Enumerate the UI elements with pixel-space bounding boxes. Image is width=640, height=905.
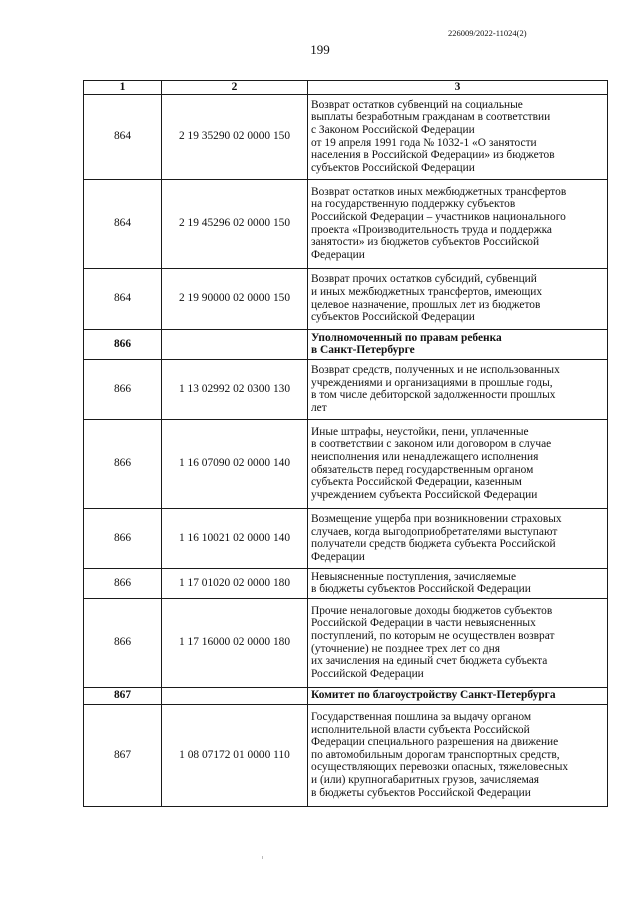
description-line: на государственную поддержку субъектов [311,198,516,211]
description-line: в бюджеты субъектов Российской Федерации [311,786,531,799]
description-line: Федерации [311,248,365,261]
column-header-3: 3 [308,81,608,95]
description-line: неисполнения или ненадлежащего исполнения [311,451,539,463]
description-line: Российской Федерации – участников национального [311,211,566,223]
revenue-code-cell: 1 16 10021 02 0000 140 [162,508,308,568]
description-line: по автомобильным дорогам транспортных средств, [311,748,560,761]
revenue-description-cell [308,359,608,419]
revenue-description-cell [308,329,608,359]
description-line: и (или) крупногабаритных грузов, зачисляемая [311,773,540,786]
table-row [84,419,608,508]
revenue-code-cell: 1 08 07172 01 0000 110 [162,704,308,806]
description-line: учреждением субъекта Российской Федерации [311,488,538,501]
description-line: Комитет по благоустройству Санкт-Петербурга [311,689,556,702]
description-line: Государственная пошлина за выдачу органом [311,711,532,724]
table-row [84,268,608,329]
description-line: в соответствии с законом или договором в случае [311,438,552,451]
admin-code-cell: 866 [84,359,162,419]
description-line: Российской Федерации [311,667,424,680]
admin-code-cell: 867 [84,704,162,806]
revenue-description-cell [308,598,608,687]
revenue-description-cell [308,419,608,508]
description-line: населения в Российской Федерации» из бюджетов [311,149,555,162]
description-line: Возврат средств, полученных и не использованных [311,363,560,376]
description-line: исполнительной власти субъекта Российской [311,723,530,736]
description-line: Возврат остатков иных межбюджетных трансфертов [311,185,567,198]
description-line: осуществляющих перевозки опасных, тяжеловесных [311,761,569,774]
description-line: Федерации специального разрешения на движение [311,736,559,749]
table-row [84,704,608,806]
description-line: Невыясненные поступления, зачисляемые [311,570,516,583]
table-row [84,687,608,704]
table-row [84,568,608,598]
admin-code-cell: 864 [84,268,162,329]
description-line: Возврат прочих остатков субсидий, субвенций [311,273,537,286]
revenue-description-cell [308,704,608,806]
revenue-code-cell [162,687,308,704]
revenue-description-cell [308,687,608,704]
revenue-code-cell: 1 17 16000 02 0000 180 [162,598,308,687]
description-line: поступлений, по которым не осуществлен возврат [311,630,555,642]
admin-code-cell: 866 [84,508,162,568]
revenue-description-cell [308,179,608,268]
description-line: от 19 апреля 1991 года № 1032-1 «О занятости [311,136,537,149]
scan-artifact [262,856,263,859]
revenue-code-cell: 1 17 01020 02 0000 180 [162,568,308,598]
budget-revenue-table [83,80,608,807]
column-header-1: 1 [84,81,162,95]
description-line: в Санкт-Петербурге [311,344,415,357]
table-row [84,508,608,568]
description-line: и иных межбюджетных трансфертов, имеющих [311,286,543,298]
description-line: лет [311,401,327,414]
revenue-description-cell [308,568,608,598]
description-line: Возврат остатков субвенций на социальные [311,98,523,111]
description-line: субъектов Российской Федерации [311,311,475,324]
description-line: в том числе дебиторской задолженности прошлых [311,389,556,402]
description-line: Российской Федерации в части невыясненных [311,617,536,630]
column-header-2: 2 [162,81,308,95]
document-registration-number: 226009/2022-11024(2) [448,28,527,38]
revenue-code-cell: 2 19 90000 02 0000 150 [162,268,308,329]
table-row [84,329,608,359]
table-row [84,598,608,687]
revenue-code-cell: 2 19 35290 02 0000 150 [162,94,308,179]
revenue-code-cell: 1 16 07090 02 0000 140 [162,419,308,508]
admin-code-cell: 864 [84,94,162,179]
revenue-description-cell [308,508,608,568]
revenue-description-cell [308,268,608,329]
description-line: их зачисления на единый счет бюджета субъекта [311,655,548,668]
table-row [84,179,608,268]
admin-code-cell: 866 [84,598,162,687]
description-line: учреждениями и организациями в прошлые годы, [311,376,553,389]
table-header-row [84,81,608,95]
admin-code-cell: 864 [84,179,162,268]
description-line: в бюджеты субъектов Российской Федерации [311,583,531,596]
revenue-code-cell: 2 19 45296 02 0000 150 [162,179,308,268]
description-line: субъектов Российской Федерации [311,161,475,174]
admin-code-cell: 866 [84,568,162,598]
description-line: Иные штрафы, неустойки, пени, уплаченные [311,425,529,438]
description-line: с Законом Российской Федерации [311,124,475,136]
admin-code-cell: 866 [84,329,162,359]
table-row [84,94,608,179]
description-line: получатели средств бюджета субъекта Российской [311,538,556,551]
description-line: Уполномоченный по правам ребенка [311,331,502,344]
description-line: выплаты безработным гражданам в соответствии [311,111,551,124]
admin-code-cell: 867 [84,687,162,704]
description-line: Прочие неналоговые доходы бюджетов субъектов [311,604,553,617]
revenue-code-cell [162,329,308,359]
description-line: случаев, когда выгодоприобретателями выступают [311,525,558,538]
description-line: целевое назначение, прошлых лет из бюджетов [311,298,541,311]
description-line: (уточнение) не позднее трех лет со дня [311,642,500,655]
description-line: обязательств перед государственным органом [311,463,534,476]
table-row [84,359,608,419]
description-line: субъекта Российской Федерации, казенным [311,476,522,489]
description-line: занятости» из бюджетов субъектов Российской [311,236,540,249]
page-number: 199 [310,42,330,57]
revenue-description-cell [308,94,608,179]
admin-code-cell: 866 [84,419,162,508]
description-line: Федерации [311,550,365,563]
revenue-code-cell: 1 13 02992 02 0300 130 [162,359,308,419]
description-line: Возмещение ущерба при возникновении страховых [311,512,562,525]
description-line: проекта «Производительность труда и поддержка [311,223,552,236]
